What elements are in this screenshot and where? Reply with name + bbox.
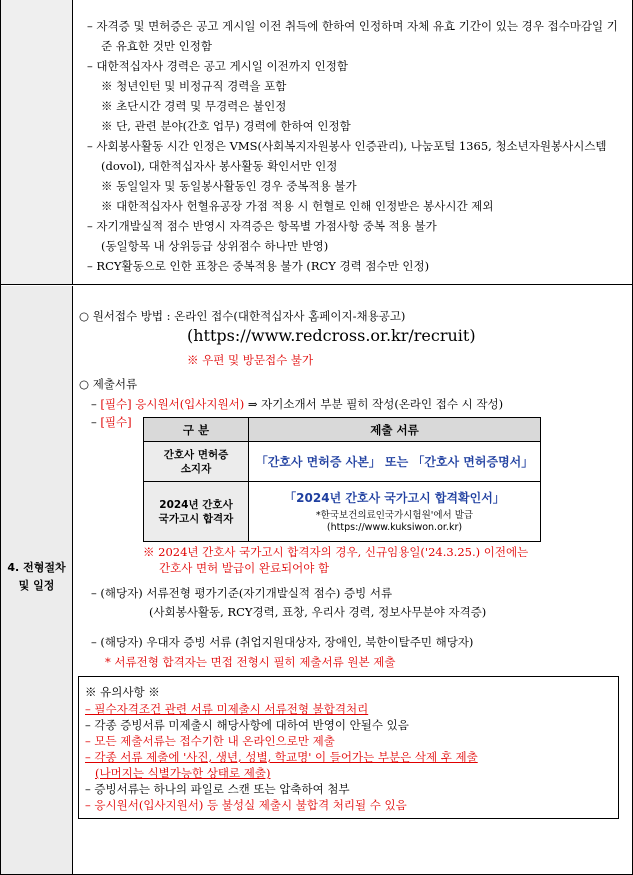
apply-method: ○ 원서접수 방법 : 온라인 접수(대한적십자사 홈페이지-채용공고) xyxy=(79,309,406,323)
table-row-1-value-text: 「간호사 면허증 사본」 또는 「간호사 면허증명서」 xyxy=(255,455,534,469)
requirements-row xyxy=(1,0,633,285)
required-documents-table xyxy=(143,417,541,542)
table-row-2-label-line-2: 국가고시 합격자 xyxy=(158,512,234,525)
req-line-12: (동일항목 내 상위등급 상위점수 하나만 반영) xyxy=(101,239,329,253)
docs-heading: ○ 제출서류 xyxy=(79,377,138,391)
table-row-2-sub-2: (https://www.kuksiwon.or.kr) xyxy=(326,522,463,533)
table-row-1-label xyxy=(144,442,249,482)
notice-1: – 필수자격조건 관련 서류 미제출시 서류전형 불합격처리 xyxy=(85,702,369,716)
req-line-13: – RCY활동으로 인한 표창은 중복적용 불가 (RCY 경력 점수만 인정) xyxy=(87,259,430,273)
procedure-label-cell xyxy=(1,286,73,874)
apply-note: ※ 우편 및 방문접수 불가 xyxy=(187,353,314,367)
table-row-2-sub-1: *한국보건의료인국가시험원'에서 발급 xyxy=(315,510,474,521)
docs-item-2 xyxy=(91,414,132,430)
req-line-9: ※ 동일일자 및 동일봉사활동인 경우 중복적용 불가 xyxy=(101,179,357,193)
table-note-1: ※ 2024년 간호사 국가고시 합격자의 경우, 신규임용일('24.3.25.) 이전에는 xyxy=(143,545,529,559)
table-row-1-label-line-1: 간호사 면허증 xyxy=(163,448,229,461)
table-row-2-value xyxy=(249,482,541,542)
docs-item-1 xyxy=(91,396,503,412)
notice-title: ※ 유의사항 ※ xyxy=(85,685,160,699)
req-line-1: – 자격증 및 면허증은 공고 게시일 이전 취득에 한하여 인정하며 자체 유효 기간이 있는 경우 접수마감일 기 xyxy=(87,19,618,33)
docs-item-2-prefix: – xyxy=(91,415,101,429)
table-row xyxy=(144,442,541,482)
docs-item-2-required: [필수] xyxy=(100,415,132,429)
req-line-7: – 사회봉사활동 시간 인정은 VMS(사회복지자원봉사 인증관리), 나눔포털 1365, 청소년자원봉사시스템 xyxy=(87,139,607,153)
req-line-8: (dovol), 대한적십자사 봉사활동 확인서만 인정 xyxy=(101,159,338,173)
table-row-2-label xyxy=(144,482,249,542)
notice-2: – 각종 증빙서류 미제출시 해당사항에 대하여 반영이 안될수 있음 xyxy=(85,718,409,732)
table-header-row xyxy=(144,418,541,442)
table-row-2-label-line-1: 2024년 간호사 xyxy=(159,498,233,511)
table-row xyxy=(144,482,541,542)
notice-4: – 각종 서류 제출에 '사진, 생년, 성별, 학교명' 이 들어가는 부분은 삭제 후 제출 xyxy=(85,750,478,764)
req-line-5: ※ 초단시간 경력 및 무경력은 불인정 xyxy=(101,99,287,113)
notice-5: – 증빙서류는 하나의 파일로 스캔 또는 압축하여 첨부 xyxy=(85,782,350,796)
table-header-documents: 제출 서류 xyxy=(249,418,541,442)
docs-item-4: – (해당자) 우대자 증빙 서류 (취업지원대상자, 장애인, 북한이탈주민 해당자) xyxy=(91,635,474,649)
procedure-label-line-2: 및 일정 xyxy=(18,579,55,592)
req-line-6: ※ 단, 관련 분야(간호 업무) 경력에 한하여 인정함 xyxy=(101,119,351,133)
docs-item-3-detail: (사회봉사활동, RCY경력, 표창, 우리사 경력, 정보사무분야 자격증) xyxy=(149,605,487,619)
notice-3: – 모든 제출서류는 접수기한 내 온라인으로만 제출 xyxy=(85,734,335,748)
docs-item-1-required: [필수] 응시원서(입사지원서) xyxy=(100,397,245,411)
req-line-4: ※ 청년인턴 및 비정규직 경력을 포함 xyxy=(101,79,287,93)
apply-url-link[interactable]: (https://www.redcross.or.kr/recruit) xyxy=(187,326,476,345)
docs-item-1-prefix: – xyxy=(91,397,101,411)
table-header-category: 구 분 xyxy=(144,418,249,442)
docs-item-1-rest: ⇒ 자기소개서 부분 필히 작성(온라인 접수 시 작성) xyxy=(244,397,504,411)
table-note-2: 간호사 면허 발급이 완료되어야 함 xyxy=(159,561,330,575)
requirements-label-cell xyxy=(1,0,73,284)
procedure-label xyxy=(1,559,72,595)
notice-6: – 응시원서(입사지원서) 등 불성실 제출시 불합격 처리될 수 있음 xyxy=(85,798,407,812)
table-row-1-value xyxy=(249,442,541,482)
notice-4-detail: (나머지는 식별가능한 상태로 제출) xyxy=(95,766,271,780)
docs-item-3: – (해당자) 서류전형 평가기준(자기개발실적 점수) 증빙 서류 xyxy=(91,586,393,600)
table-row-2-value-text: 「2024년 간호사 국가고시 합격확인서」 xyxy=(284,491,505,505)
req-line-11: – 자기개발실적 점수 반영시 자격증은 항목별 가점사항 중복 적용 불가 xyxy=(87,219,437,233)
req-line-10: ※ 대한적십자사 헌혈유공장 가점 적용 시 헌혈로 인해 인정받은 봉사시간 제외 xyxy=(101,199,494,213)
table-row-1-label-line-2: 소지자 xyxy=(180,462,212,475)
procedure-label-line-1: 4. 전형절차 xyxy=(7,561,66,574)
req-line-2: 준 유효한 것만 인정함 xyxy=(101,39,212,53)
docs-item-4-note: * 서류전형 합격자는 면접 전형시 필히 제출서류 원본 제출 xyxy=(105,655,396,669)
req-line-3: – 대한적십자사 경력은 공고 게시일 이전까지 인정함 xyxy=(87,59,348,73)
